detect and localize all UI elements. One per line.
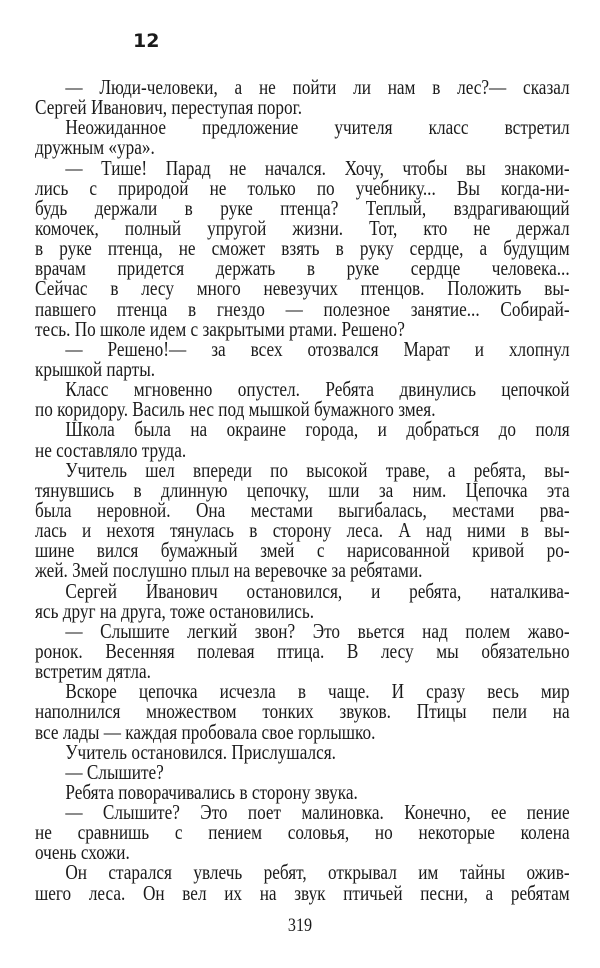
paragraph xyxy=(35,336,570,381)
page-number: 319 xyxy=(287,915,313,936)
paragraph xyxy=(35,115,570,160)
text-line: дружным «ура». xyxy=(35,135,155,160)
text-line: павшего птенца в гнездо — полезное занятие... Собирай- xyxy=(35,296,570,321)
paragraph xyxy=(35,618,570,684)
paragraph xyxy=(35,155,570,341)
text-line: Он старался увлечь ребят, открывал им тайны ожив- xyxy=(65,860,570,885)
paragraph xyxy=(35,759,570,784)
paragraph xyxy=(35,417,570,462)
paragraph xyxy=(35,75,570,120)
text-line: не сравнишь с пением соловья, но некоторые колена xyxy=(35,820,570,845)
text-line: Вскоре цепочка исчезла в чаще. И сразу весь мир xyxy=(65,679,570,704)
paragraph xyxy=(35,457,570,583)
text-line: по коридору. Василь нес под мышкой бумажного змея. xyxy=(35,397,436,422)
text-line: — Решено!— за всех отозвался Марат и хлопнул xyxy=(65,336,570,361)
text-line: все лады — каждая пробовала свое горлышко. xyxy=(35,719,376,744)
paragraph xyxy=(35,860,570,905)
text-line: встретим дятла. xyxy=(35,659,151,684)
text-line: — Люди-человеки, а не пойти ли нам в лес?— сказал xyxy=(65,75,570,99)
text-line: — Слышите легкий звон? Это вьется над полем жаво- xyxy=(65,618,570,643)
text-line: жей. Змей послушно плыл на веревочке за ребятами. xyxy=(35,558,423,583)
text-line: была неровной. Она местами выгибалась, местами рва- xyxy=(35,497,570,522)
text-line: в руке птенца, не сможет взять в руку сердце, а будущим xyxy=(35,236,570,261)
text-line: врачам придется держать в руке сердце человека... xyxy=(35,256,570,281)
paragraph xyxy=(35,779,570,804)
text-line: ронок. Весенняя полевая птица. В лесу мы обязательно xyxy=(35,638,570,663)
chapter-number: 12 xyxy=(133,30,160,52)
paragraph xyxy=(35,578,570,623)
paragraph xyxy=(35,739,570,764)
text-line: лась и нехотя тянулась в сторону леса. А над ними в вы- xyxy=(35,518,570,543)
body-text xyxy=(35,77,570,903)
text-line: — Тише! Парад не начался. Хочу, чтобы вы знакоми- xyxy=(65,155,570,180)
paragraph xyxy=(35,679,570,744)
text-line: крышкой парты. xyxy=(35,356,156,381)
text-line: наполнился множеством тонких звуков. Птицы пели на xyxy=(35,699,570,724)
text-line: Учитель остановился. Прислушался. xyxy=(65,739,336,764)
text-line: шего леса. Он вел их на звук птичьей песни, а ребятам xyxy=(35,880,570,905)
text-line: Ребята поворачивались в сторону звука. xyxy=(65,779,358,804)
text-line: комочек, полный упругой жизни. Тот, кто не держал xyxy=(35,215,570,240)
text-line: Неожиданное предложение учителя класс встретил xyxy=(65,115,570,140)
text-line: не составляло труда. xyxy=(35,437,187,462)
text-line: Учитель шел впереди по высокой траве, а ребята, вы- xyxy=(65,457,570,482)
paragraph xyxy=(35,800,570,865)
text-line: очень схожи. xyxy=(35,840,130,865)
text-line: будь держали в руке птенца? Теплый, вздрагивающий xyxy=(35,195,570,220)
text-line: Класс мгновенно опустел. Ребята двинулись цепочкой xyxy=(65,377,570,402)
text-line: Сейчас в лесу много невезучих птенцов. Положить вы- xyxy=(35,276,570,301)
text-line: Сергей Иванович остановился, и ребята, наталкива- xyxy=(65,578,570,603)
text-line: Сергей Иванович, переступая порог. xyxy=(35,95,303,120)
text-line: ясь друг на друга, тоже остановились. xyxy=(35,598,315,623)
text-line: — Слышите? xyxy=(65,759,164,784)
text-line: тянувшись в длинную цепочку, шли за ним. Цепочка эта xyxy=(35,477,570,502)
text-line: Школа была на окраине города, и добраться до поля xyxy=(65,417,570,442)
text-line: лись с природой не только по учебнику... Вы когда-ни- xyxy=(35,175,570,200)
text-line: шине вился бумажный змей с нарисованной кривой ро- xyxy=(35,538,570,563)
paragraph xyxy=(35,377,570,422)
text-line: — Слышите? Это поет малиновка. Конечно, ее пение xyxy=(65,800,570,825)
text-line: тесь. По школе идем с закрытыми ртами. Решено? xyxy=(35,316,405,341)
